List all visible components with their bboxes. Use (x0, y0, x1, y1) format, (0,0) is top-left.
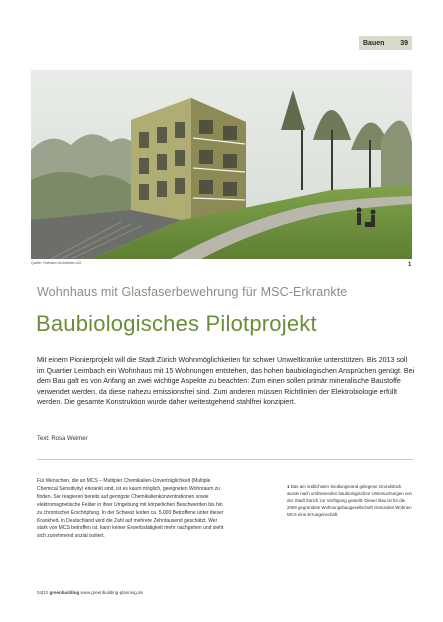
page-number: 39 (400, 39, 408, 47)
building-photo (31, 70, 412, 259)
footer-issue: 04|12 (37, 590, 49, 595)
section-label: Bauen (363, 39, 385, 47)
photo-credit: Quelle: Hofmann Architekten AG (31, 261, 82, 265)
caption-text: Das am südlichsten Siedlungsrand gelegene Grundstück wurde nach umfassenden baubiologischen Untersuchungen von der Stadt Zürich zur Verfügung gestellt. Dieser Bau ist für die 2008 gegründete Wohnungsbaugesellschaft Gesundes Wohnen MCS eine Errungenschaft. (287, 484, 412, 517)
footer-brand: greenbuilding (49, 590, 80, 595)
article-lead: Mit einem Pionierprojekt will die Stadt Zürich Wohnmöglichkeiten für schwer Umweltkranke unterstützen. Bis 2013 soll im Quartier Leimbach ein Wohnhaus mit 15 Wohnungen entstehen, das hohen baubiologischen Ansprüchen genügt. Bei dem Bau galt es von Anfang an zwei wichtige Aspekte zu beachten: Zum einen sollen primär mineralische Baustoffe verwendet werden, da diese nahezu emissionsfrei sind. Zum anderen müssen Richtlinien der Elektrobiologie erfüllt werden. Die gesamte Konstruktion wurde daher weitestgehend stahlfrei konzipiert. (37, 356, 415, 407)
article-title: Baubiologisches Pilotprojekt (36, 311, 317, 336)
figure-caption (287, 484, 412, 519)
article-author: Text: Rosa Weimer (37, 436, 88, 442)
page-footer (37, 590, 143, 595)
caption-number: 1 (287, 484, 290, 489)
article-kicker: Wohnhaus mit Glasfaserbewehrung für MSC-Erkrankte (37, 285, 348, 299)
divider (37, 459, 413, 460)
article-body: Für Menschen, die an MCS – Multipler Chemikalien-Unverträglichkeit (Multiple Chemical Sensitivity) erkrankt sind, ist es kaum möglich, geeigneten Wohnraum zu finden. Sie reagieren bereits auf geringste Chemikalienkonzentrationen sowie elektromagnetische Felder in ihrer Umgebung mit körperlichen Beschwerden bis hin zu chronischer Erschöpfung. In der Schweiz leiden ca. 5.000 Betroffene unter dieser Krankheit, in Deutschland wird die Zahl auf mehrere Zehntausend geschätzt. Wer stark von MCS betroffen ist, kann keiner Erwerbstätigkeit mehr nachgehen und sieht sich zunehmend sozial isoliert. (37, 478, 224, 540)
figure-number: 1 (408, 262, 412, 268)
footer-url[interactable]: www.greenbuilding-planning.de (80, 590, 144, 595)
running-header (359, 36, 412, 50)
